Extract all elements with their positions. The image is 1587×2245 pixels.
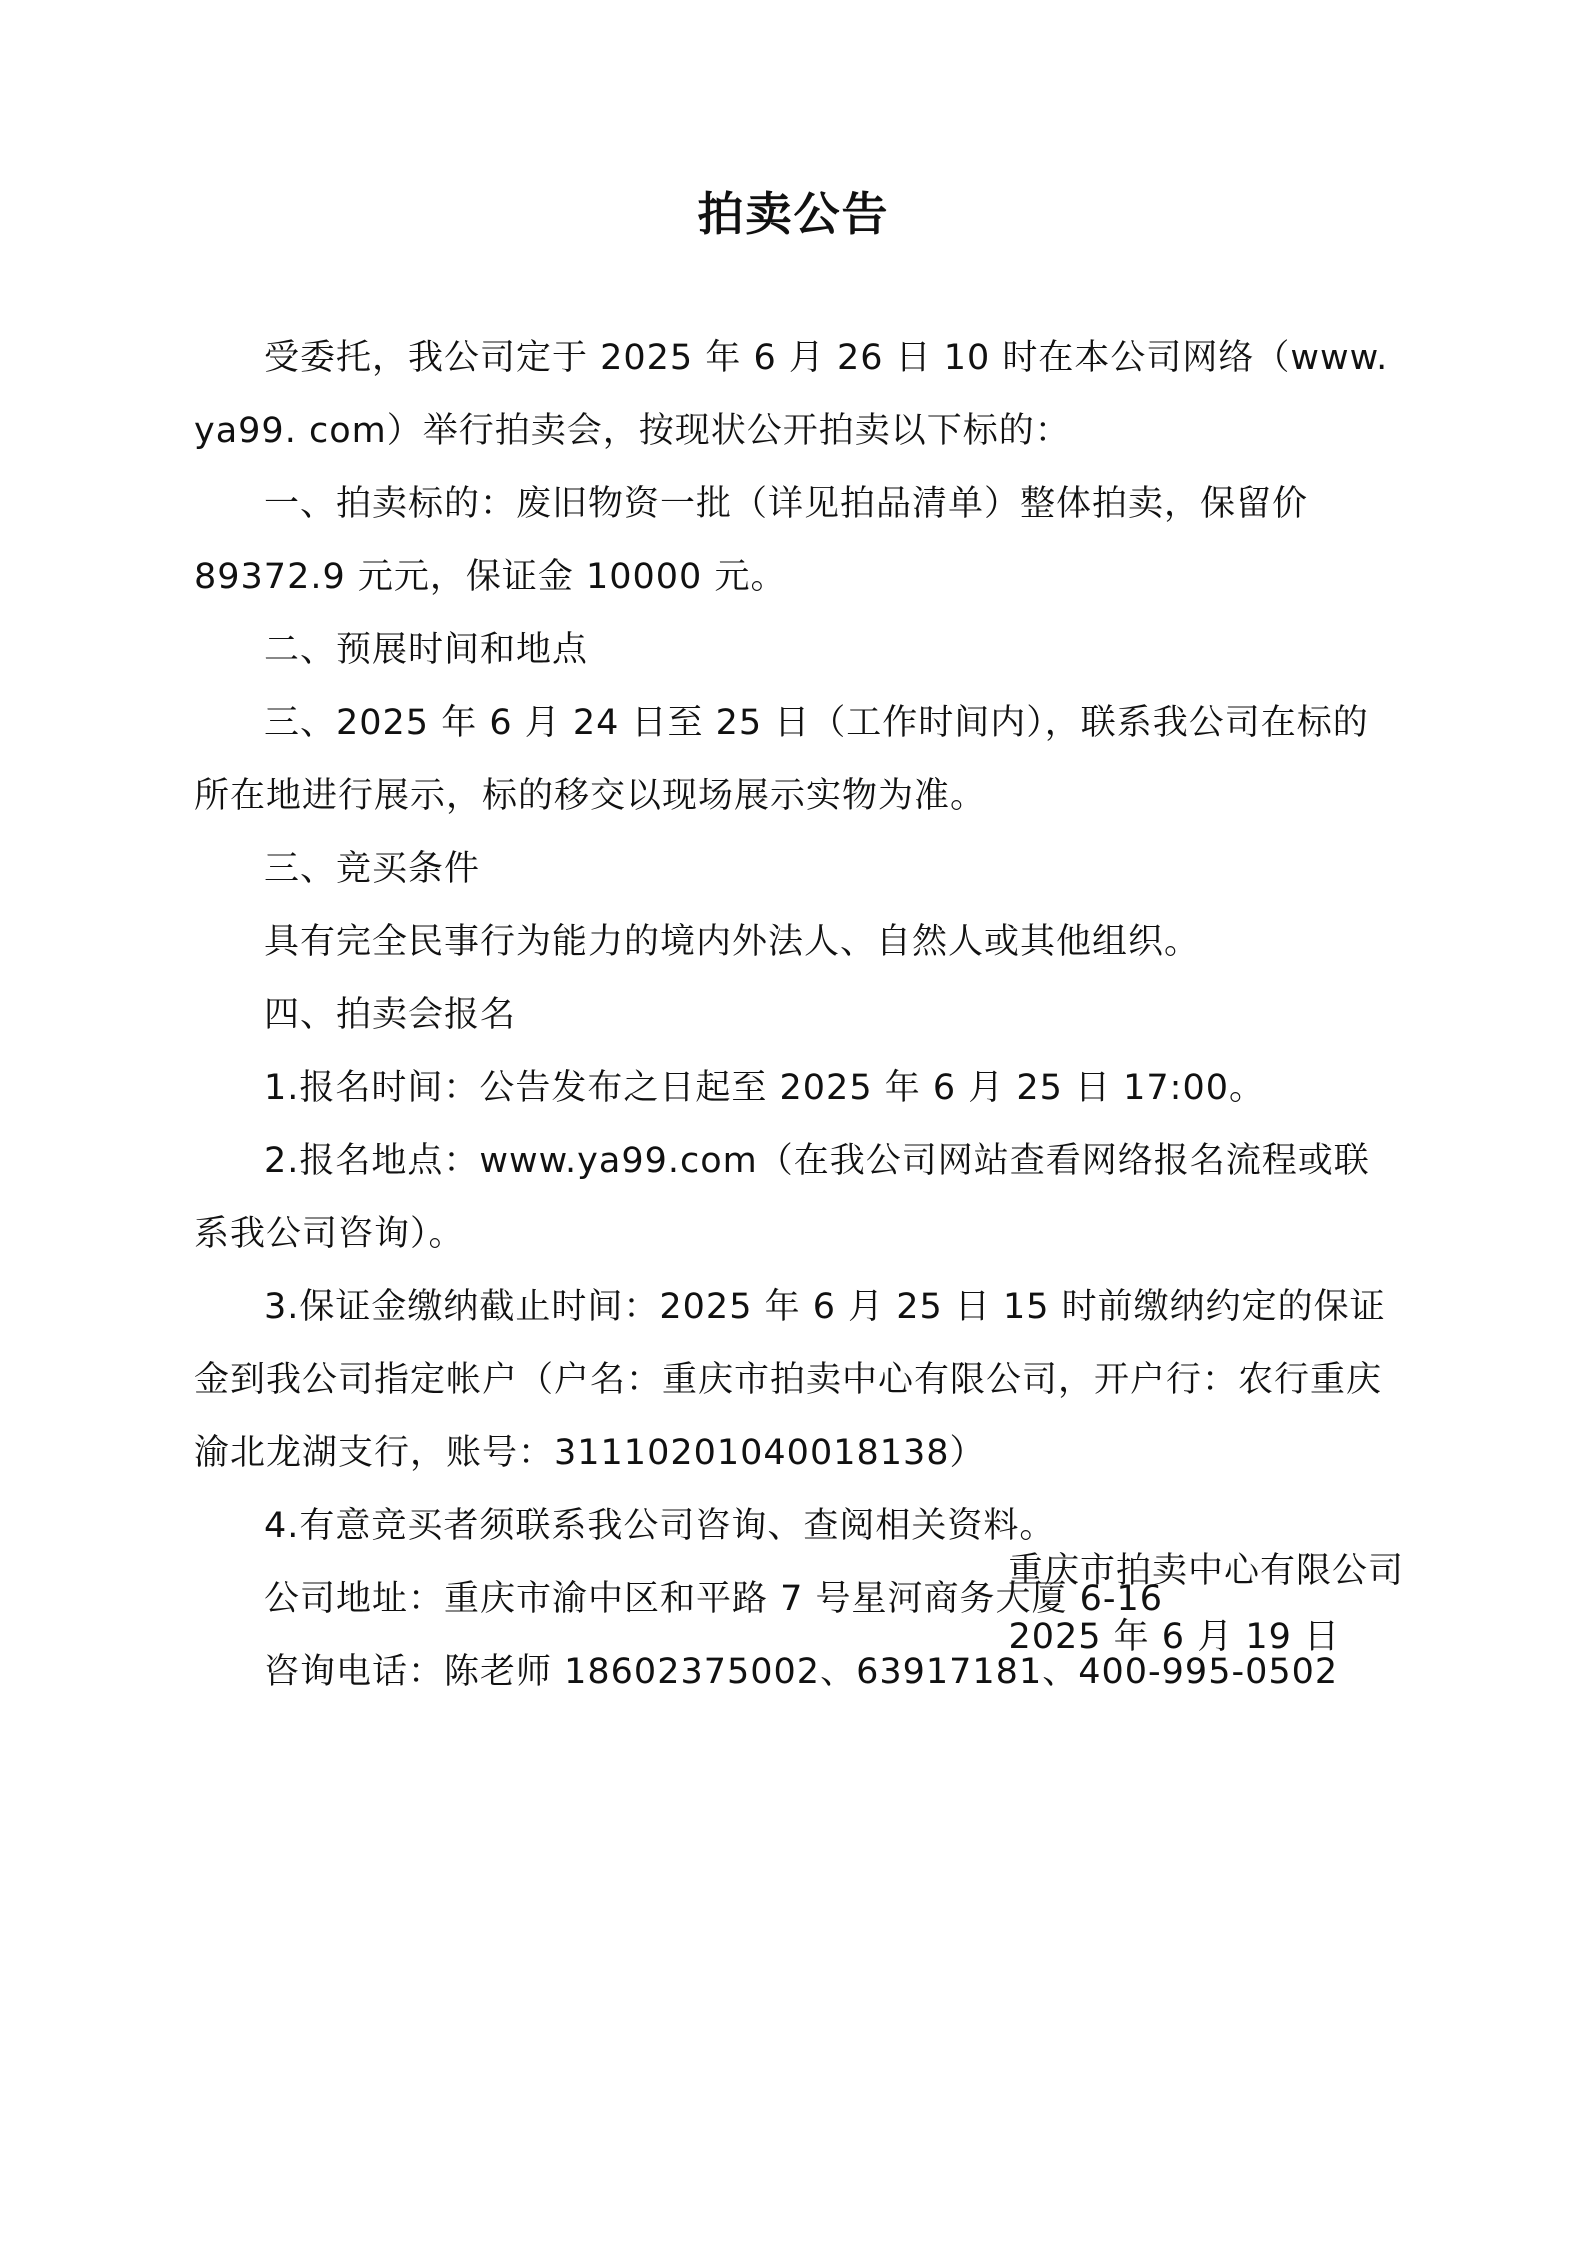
announcement-body — [194, 322, 1404, 1709]
paragraph-contact-phone: 咨询电话：陈老师 18602375002、63917181、400-995-0502 — [264, 1652, 1339, 1692]
paragraph-registration-heading: 四、拍卖会报名 — [264, 995, 517, 1035]
paragraph-deposit-deadline: 3.保证金缴纳截止时间：2025 年 6 月 25 日 15 时前缴纳约定的保证金到我公司指定帐户（户名：重庆市拍卖中心有限公司，开户行：农行重庆渝北龙湖支行，账号：31110201040018138） — [194, 1287, 1386, 1473]
paragraph-preview-details: 三、2025 年 6 月 24 日至 25 日（工作时间内），联系我公司在标的所在地进行展示，标的移交以现场展示实物为准。 — [194, 703, 1369, 816]
paragraph-inquiry-note: 4.有意竞买者须联系我公司咨询、查阅相关资料。 — [264, 1506, 1056, 1546]
page-title: 拍卖公告 — [697, 187, 890, 241]
paragraph-registration-place: 2.报名地点：www.ya99.com（在我公司网站查看网络报名流程或联系我公司咨询）。 — [194, 1141, 1370, 1254]
paragraph-company-address: 公司地址：重庆市渝中区和平路 7 号星河商务大厦 6-16 — [264, 1579, 1164, 1619]
signature-date: 2025 年 6 月 19 日 — [1008, 1617, 1340, 1657]
paragraph-conditions-heading: 三、竞买条件 — [264, 849, 481, 889]
paragraph-preview-heading: 二、预展时间和地点 — [264, 630, 589, 670]
paragraph-auction-item: 一、拍卖标的：废旧物资一批（详见拍品清单）整体拍卖，保留价 89372.9 元元，保证金 10000 元。 — [194, 484, 1309, 597]
paragraph-intro: 受委托，我公司定于 2025 年 6 月 26 日 10 时在本公司网络（www. ya99. com）举行拍卖会，按现状公开拍卖以下标的： — [194, 338, 1389, 451]
paragraph-conditions: 具有完全民事行为能力的境内外法人、自然人或其他组织。 — [264, 922, 1201, 962]
signature-company: 重庆市拍卖中心有限公司 — [1007, 1551, 1404, 1591]
paragraph-registration-time: 1.报名时间：公告发布之日起至 2025 年 6 月 25 日 17:00。 — [264, 1068, 1266, 1108]
